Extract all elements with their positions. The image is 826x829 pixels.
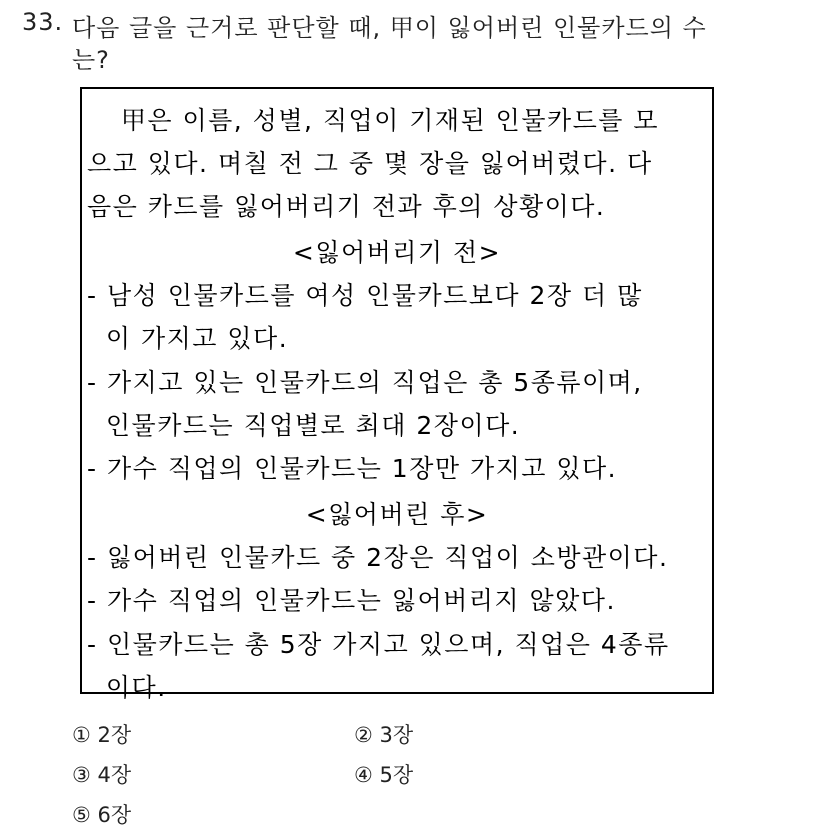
before-line: 이 가지고 있다. bbox=[87, 324, 289, 353]
question-text-line1: 다음 글을 근거로 판단할 때, 甲이 잃어버린 인물카드의 수 bbox=[72, 14, 707, 42]
choice-3[interactable] bbox=[72, 759, 131, 789]
choice-5[interactable] bbox=[72, 799, 131, 829]
passage-intro-line: 甲은 이름, 성별, 직업이 기재된 인물카드를 모 bbox=[102, 106, 660, 135]
choice-label: 3장 bbox=[379, 723, 414, 747]
choice-1[interactable] bbox=[72, 719, 131, 749]
before-line: 인물카드는 직업별로 최대 2장이다. bbox=[87, 411, 521, 440]
before-line: - 가지고 있는 인물카드의 직업은 총 5종류이며, bbox=[87, 368, 643, 397]
passage-intro-line: 음은 카드를 잃어버리기 전과 후의 상황이다. bbox=[87, 192, 606, 221]
choice-marker: ⑤ bbox=[72, 803, 91, 827]
before-line: - 가수 직업의 인물카드는 1장만 가지고 있다. bbox=[87, 454, 618, 483]
after-line: - 인물카드는 총 5장 가지고 있으며, 직업은 4종류 bbox=[87, 630, 670, 659]
choice-label: 6장 bbox=[97, 803, 132, 827]
passage-box bbox=[80, 87, 714, 702]
after-line: - 가수 직업의 인물카드는 잃어버리지 않았다. bbox=[87, 586, 616, 615]
choice-marker: ④ bbox=[354, 763, 373, 787]
before-heading: <잃어버리기 전> bbox=[292, 238, 502, 267]
after-line: 이다. bbox=[87, 673, 167, 702]
choice-label: 5장 bbox=[379, 763, 414, 787]
before-line: - 남성 인물카드를 여성 인물카드보다 2장 더 많 bbox=[87, 281, 643, 310]
choice-marker: ① bbox=[72, 723, 91, 747]
choice-4[interactable] bbox=[354, 759, 413, 789]
choice-label: 4장 bbox=[97, 763, 132, 787]
choice-2[interactable] bbox=[354, 719, 413, 749]
after-line: - 잃어버린 인물카드 중 2장은 직업이 소방관이다. bbox=[87, 543, 669, 572]
choice-marker: ③ bbox=[72, 763, 91, 787]
passage-intro-line: 으고 있다. 며칠 전 그 중 몇 장을 잃어버렸다. 다 bbox=[87, 149, 653, 178]
question-number: 33. bbox=[22, 8, 64, 36]
choice-label: 2장 bbox=[97, 723, 132, 747]
question-text-line2: 는? bbox=[72, 46, 110, 74]
after-heading: <잃어버린 후> bbox=[305, 500, 489, 529]
choice-marker: ② bbox=[354, 723, 373, 747]
